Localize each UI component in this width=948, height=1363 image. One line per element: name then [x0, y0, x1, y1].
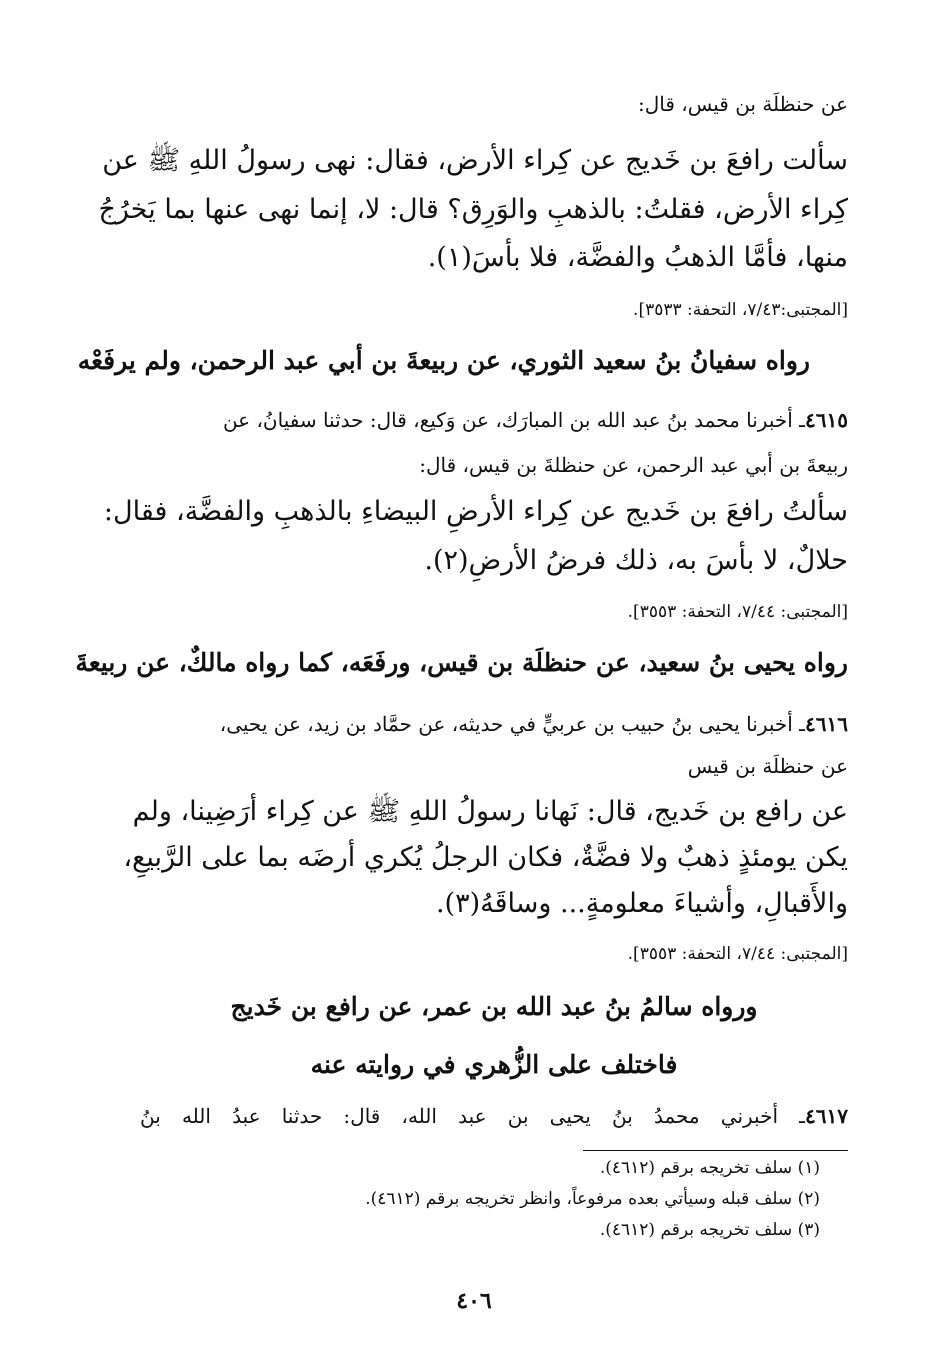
hadith-line	[140, 408, 848, 432]
text-line: كِراء الأرض، فقلتُ: بالذهبِ والوَرِق؟ قال: لا، إنما نهى عنها بما يَخرُجُ	[98, 194, 848, 225]
chapter-heading: فاختلف على الزُّهري في روايته عنه	[310, 1050, 678, 1079]
chapter-heading: رواه سفيانُ بنُ سعيد الثوري، عن ربيعةَ بن أبي عبد الرحمن، ولم يرفَعْه	[77, 346, 810, 375]
chapter-heading: رواه يحيى بنُ سعيد، عن حنظلَة بن قيس، ورفَعَه، كما رواه مالكٌ، عن ربيعةَ	[75, 648, 848, 677]
footnote: (١) سلف تخريجه برقم (٤٦١٢).	[599, 1158, 820, 1178]
citation: [المجتبى:٧/٤٣، التحفة: ٣٥٣٣].	[633, 300, 848, 320]
page-number: ٤٠٦	[456, 1288, 492, 1314]
chapter-heading: ورواه سالمُ بنُ عبد الله بن عمر، عن رافع بن خَديج	[230, 992, 758, 1021]
hadith-text: ـ أخبرني محمدُ بنُ يحيى بن عبد الله، قال: حدثنا عبدُ الله بنُ	[140, 1104, 806, 1128]
hadith-number: ٤٦١٥	[805, 408, 848, 432]
text-line: ربيعةَ بن أبي عبد الرحمن، عن حنظلةَ بن قيس، قال:	[419, 453, 848, 477]
footnote: (٢) سلف قبله وسيأتي بعده مرفوعاً، وانظر تخريجه برقم (٤٦١٢).	[365, 1189, 820, 1209]
text-line: عن رافع بن خَديج، قال: نَهانا رسولُ اللهِ ﷺ عن كِراء أرَضِينا، ولم	[132, 796, 848, 827]
text-line: حلالٌ، لا بأسَ به، ذلك فرضُ الأرضِ(٢).	[424, 545, 848, 576]
text-line: سألت رافعَ بن خَديج عن كِراء الأرض، فقال: نهى رسولُ اللهِ ﷺ عن	[102, 145, 848, 176]
text-line: عن حنظلَة بن قيس، قال:	[638, 92, 848, 116]
text-line: والأَقبالِ، وأشياءَ معلومةٍ... وساقَهُ(٣).	[435, 888, 848, 919]
hadith-line	[140, 712, 848, 736]
footnote: (٣) سلف تخريجه برقم (٤٦١٢).	[599, 1220, 820, 1240]
citation: [المجتبى: ٧/٤٤، التحفة: ٣٥٥٣].	[627, 944, 848, 964]
hadith-text: ـ أخبرنا يحيى بنُ حبيب بن عربيٍّ في حديثه، عن حمَّاد بن زيد، عن يحيى،	[219, 712, 806, 736]
citation: [المجتبى: ٧/٤٤، التحفة: ٣٥٥٣].	[627, 602, 848, 622]
hadith-number: ٤٦١٦	[805, 712, 848, 736]
hadith-number: ٤٦١٧	[805, 1104, 848, 1128]
hadith-text: ـ أخبرنا محمد بنُ عبد الله بن المبارَك، عن وَكيع، قال: حدثنا سفيانُ، عن	[222, 408, 806, 432]
text-line: يكن يومئذٍ ذهبٌ ولا فضَّةٌ، فكان الرجلُ يُكري أرضَه بما على الرَّبيعِ،	[123, 842, 848, 873]
text-line: منها، فأمَّا الذهبُ والفضَّة، فلا بأسَ(١).	[427, 242, 848, 273]
footnote-divider	[583, 1150, 848, 1151]
text-line: عن حنظلَة بن قيس	[687, 754, 848, 778]
hadith-line	[140, 1104, 848, 1128]
text-line: سألتُ رافعَ بن خَديج عن كِراء الأرضِ البيضاءِ بالذهبِ والفضَّة، فقال:	[103, 496, 848, 527]
